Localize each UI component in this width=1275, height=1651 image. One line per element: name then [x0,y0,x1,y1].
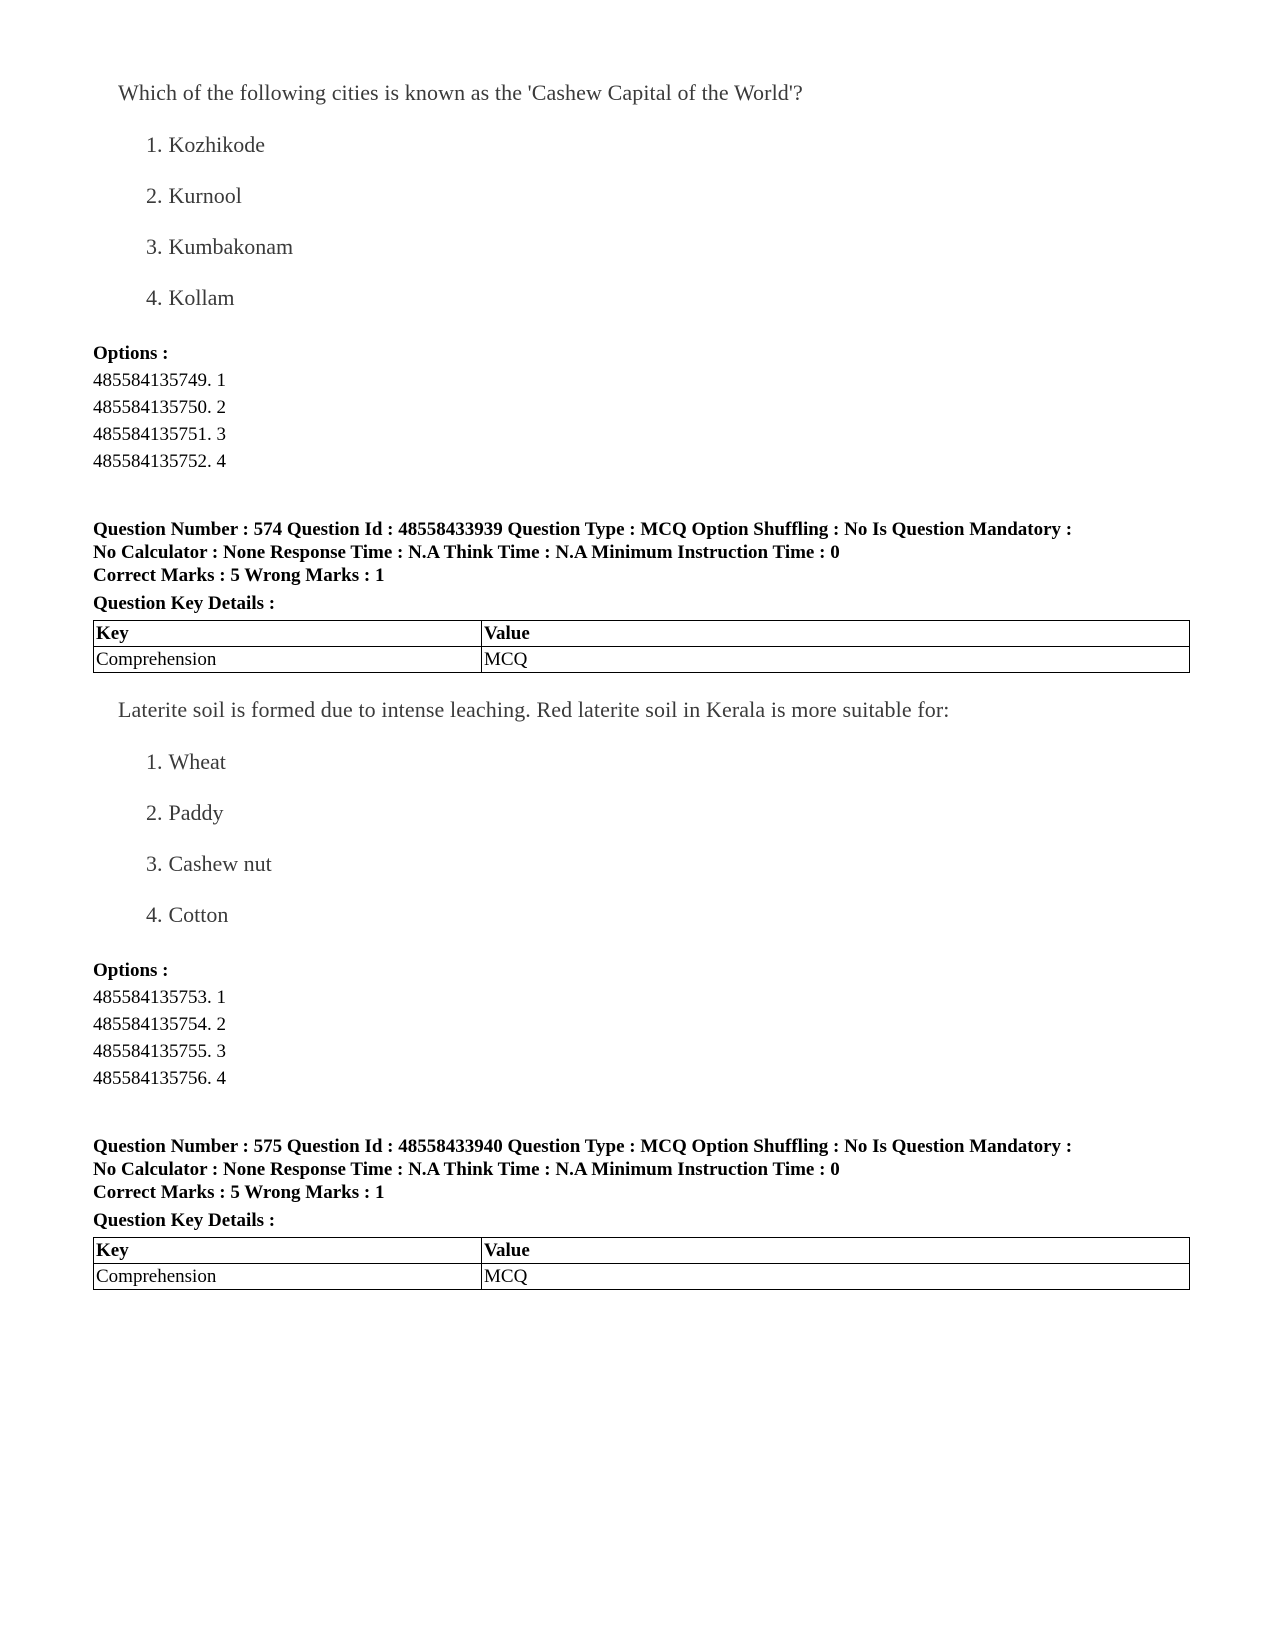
table-header-value: Value [482,1238,1190,1264]
choice-item [146,902,228,928]
table-row [94,647,1190,673]
option-id: 485584135754. 2 [93,1014,226,1035]
table-row [94,1264,1190,1290]
question-stem: Laterite soil is formed due to intense leaching. Red laterite soil in Kerala is more suitable for: [118,697,950,722]
choice-item [146,234,293,260]
option-id: 485584135756. 4 [93,1068,226,1089]
choice-item [146,183,242,209]
question-meta-line: No Calculator : None Response Time : N.A Think Time : N.A Minimum Instruction Time : 0 [93,1159,840,1180]
choice-text: Kumbakonam [168,234,294,259]
choice-text: Wheat [168,749,226,774]
options-label: Options : [93,343,169,364]
choice-item [146,800,224,826]
marks-line: Correct Marks : 5 Wrong Marks : 1 [93,565,385,586]
choice-number: 3. [146,851,163,876]
choice-number: 3. [146,234,163,259]
options-list [93,340,226,475]
key-details-label: Question Key Details : [93,593,276,614]
choice-item [146,132,265,158]
table-header-key: Key [94,621,482,647]
choice-item [146,749,226,775]
choice-number: 4. [146,902,163,927]
choice-number: 4. [146,285,163,310]
choice-number: 2. [146,183,163,208]
table-cell-key: Comprehension [94,1264,482,1290]
table-header-key: Key [94,1238,482,1264]
question-stem: Which of the following cities is known as the 'Cashew Capital of the World'? [118,80,803,105]
options-list [93,957,226,1092]
key-details-table [93,620,1190,673]
choice-number: 1. [146,749,163,774]
choice-text: Kozhikode [168,132,266,157]
question-meta [93,518,1193,564]
option-id: 485584135755. 3 [93,1041,226,1062]
table-cell-value: MCQ [482,1264,1190,1290]
options-label: Options : [93,960,169,981]
choice-text: Cotton [168,902,229,927]
question-meta-line: No Calculator : None Response Time : N.A Think Time : N.A Minimum Instruction Time : 0 [93,542,840,563]
option-id: 485584135751. 3 [93,424,226,445]
choice-number: 2. [146,800,163,825]
option-id: 485584135753. 1 [93,987,226,1008]
option-id: 485584135750. 2 [93,397,226,418]
choice-text: Cashew nut [168,851,272,876]
question-meta [93,1135,1193,1181]
table-cell-key: Comprehension [94,647,482,673]
choice-number: 1. [146,132,163,157]
option-id: 485584135749. 1 [93,370,226,391]
choice-item [146,851,272,877]
choice-text: Kollam [168,285,235,310]
table-cell-value: MCQ [482,647,1190,673]
question-meta-line: Question Number : 574 Question Id : 48558433939 Question Type : MCQ Option Shuffling : No Is Question Mandatory : [93,519,1073,540]
option-id: 485584135752. 4 [93,451,226,472]
choice-item [146,285,235,311]
choice-text: Paddy [168,800,224,825]
marks-line: Correct Marks : 5 Wrong Marks : 1 [93,1182,385,1203]
choice-text: Kurnool [168,183,242,208]
key-details-table [93,1237,1190,1290]
key-details-label: Question Key Details : [93,1210,276,1231]
question-meta-line: Question Number : 575 Question Id : 48558433940 Question Type : MCQ Option Shuffling : No Is Question Mandatory : [93,1136,1073,1157]
table-header-value: Value [482,621,1190,647]
